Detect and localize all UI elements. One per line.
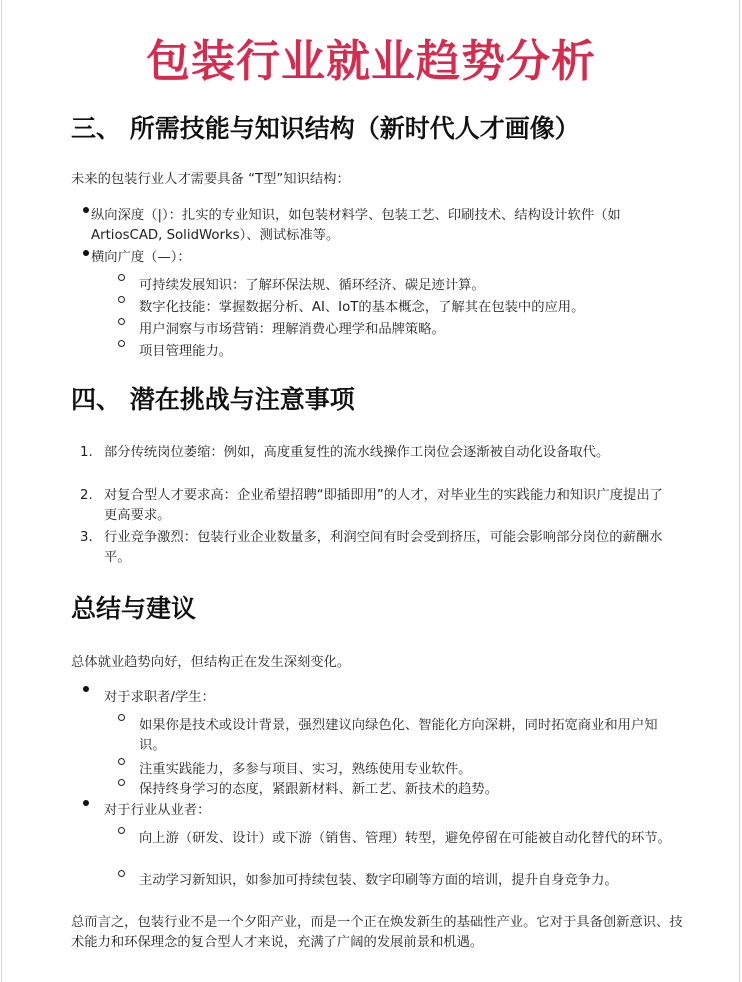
conclusion-paragraph: 总而言之，包装行业不是一个夕阳产业，而是一个正在焕发新生的基础性产业。它对于具备创新意识、技术能力和环保理念的复合型人才来说，充满了广阔的发展前景和机遇。 (71, 915, 683, 950)
section-3-sub-item: 用户洞察与市场营销：理解消费心理学和品牌策略。 (139, 322, 445, 337)
summary-group-1-label: 对于求职者/学生： (104, 690, 215, 705)
document-title: 包装行业就业趋势分析 (146, 36, 596, 87)
summary-group-2-label: 对于行业从业者： (104, 803, 211, 818)
page-edge-right (739, 0, 740, 982)
sub-bullet-circle (118, 714, 125, 721)
section-4-heading: 四、 潜在挑战与注意事项 (71, 385, 355, 414)
bullet-dot (83, 250, 89, 256)
bullet-dot (83, 207, 89, 213)
summary-group-2-item: 向上游（研发、设计）或下游（销售、管理）转型，避免停留在可能被自动化替代的环节。 (139, 831, 671, 846)
sub-bullet-circle (118, 274, 125, 281)
summary-group-1-item: 注重实践能力，多参与项目、实习，熟练使用专业软件。 (139, 762, 472, 777)
summary-group-1-item: 保持终身学习的态度，紧跟新材料、新工艺、新技术的趋势。 (139, 782, 499, 797)
summary-intro: 总体就业趋势向好，但结构正在发生深刻变化。 (71, 655, 351, 670)
page-edge-left (1, 0, 2, 982)
section-3-heading: 三、 所需技能与知识结构（新时代人才画像） (71, 114, 580, 143)
summary-group-1-item: 如果你是技术或设计背景，强烈建议向绿色化、智能化方向深耕，同时拓宽商业和用户知识。 (139, 718, 658, 753)
sub-bullet-circle (118, 296, 125, 303)
section-3-intro: 未来的包装行业人才需要具备 “T型”知识结构： (71, 172, 350, 187)
section-4-item: 对复合型人才要求高：企业希望招聘“即插即用”的人才，对毕业生的实践能力和知识广度提出了更高要求。 (104, 488, 663, 523)
sub-bullet-circle (118, 758, 125, 765)
sub-bullet-circle (118, 870, 125, 877)
sub-bullet-circle (118, 318, 125, 325)
section-4-item: 行业竞争激烈：包装行业企业数量多，利润空间有时会受到挤压，可能会影响部分岗位的薪酬水平。 (104, 530, 663, 565)
list-number: 2. (80, 488, 93, 503)
section-4-item: 部分传统岗位萎缩：例如，高度重复性的流水线操作工岗位会逐渐被自动化设备取代。 (104, 445, 610, 460)
bullet-dot (83, 800, 89, 806)
sub-bullet-circle (118, 827, 125, 834)
sub-bullet-circle (118, 340, 125, 347)
section-3-sub-item: 项目管理能力。 (139, 344, 233, 359)
list-number: 1. (80, 445, 93, 460)
summary-group-2-item: 主动学习新知识，如参加可持续包装、数字印刷等方面的培训，提升自身竞争力。 (139, 873, 618, 888)
list-number: 3. (80, 530, 93, 545)
section-3-sub-item: 数字化技能：掌握数据分析、AI、IoT的基本概念，了解其在包装中的应用。 (139, 300, 585, 315)
section-3-sub-item: 可持续发展知识：了解环保法规、循环经济、碳足迹计算。 (139, 278, 485, 293)
section-3-bullet-vertical: 纵向深度（|）：扎实的专业知识，如包装材料学、包装工艺、印刷技术、结构设计软件（如ArtiosCAD, SolidWorks）、测试标准等。 (91, 208, 621, 243)
summary-heading: 总结与建议 (71, 594, 197, 623)
section-3-bullet-horizontal: 横向广度（—）： (91, 250, 191, 265)
sub-bullet-circle (118, 779, 125, 786)
bullet-dot (83, 686, 89, 692)
